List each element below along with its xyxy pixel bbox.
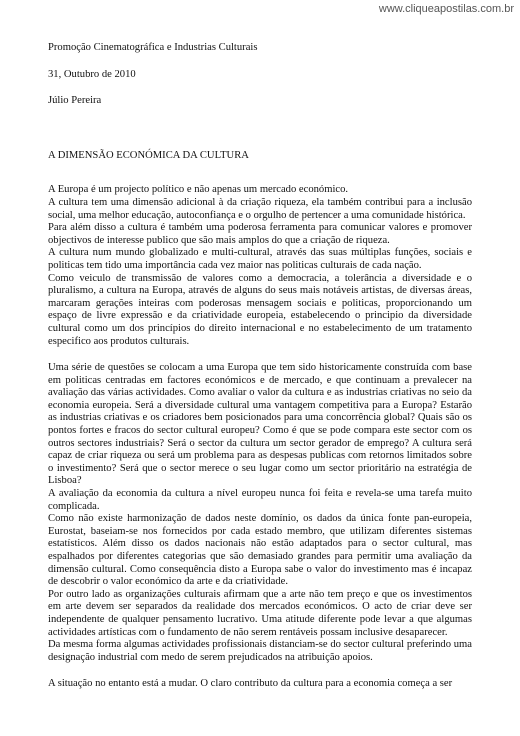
paragraph: A situação no entanto está a mudar. O claro contributo da cultura para a economia começa a ser [48,678,453,690]
paragraph: A avaliação da economia da cultura a nível europeu nunca foi feita e revela-se uma tarefa muito complicada. [48,488,472,512]
paragraph: A Europa é um projecto político e não apenas um mercado económico. [48,184,349,196]
watermark-text: www.cliqueapostilas.com.br [378,3,514,15]
document-date: 31, Outubro de 2010 [48,68,136,80]
section-1 [48,184,472,348]
section-3 [48,678,472,691]
document-title: A DIMENSÃO ECONÓMICA DA CULTURA [48,149,249,161]
paragraph: Da mesma forma algumas actividades profissionais distanciam-se do sector cultural preferindo uma designação industrial com medo de serem prejudicados na atribuição apoios. [48,639,472,663]
paragraph: Como não existe harmonização de dados neste domínio, os dados da única fonte pan-europeia, Eurostat, baseiam-se nos fornecidos por cada estado membro, que utilizam diferentes sistemas estatísticos. Além disso os dados nacionais não estão adaptados para o sector cultural, mas espalhados por diferentes categorias que são demasiado grandes para permitir uma avaliação da dimensão cultural. Como consequência disto a Europa sabe o valor do investimento mas é incapaz de descobrir o valor económico da arte e da criatividade. [48,513,472,588]
author-name: Júlio Pereira [48,95,102,107]
section-2 [48,362,472,664]
paragraph: Por outro lado as organizações culturais afirmam que a arte não tem preço e que os investimentos em arte devem ser separados da realidade dos mercados económicos. O acto de criar deve ser independente de qualquer pensamento lucrativo. Uma atitude diferente pode levar a que algumas actividades artísticas com o fundamento de não serem rentáveis possam inclusive desaparecer. [48,588,472,638]
course-name: Promoção Cinematográfica e Industrias Culturais [48,42,258,53]
paragraph: A cultura num mundo globalizado e multi-cultural, através das suas múltiplas funções, sociais e politicas tem tido uma importância cada vez maior nas politicas culturais de cada nação. [48,247,472,271]
paragraph: Para além disso a cultura é também uma poderosa ferramenta para comunicar valores e promover objectivos de interesse publico que são mais amplos do que a criação de riqueza. [48,222,472,246]
paragraph: Uma série de questões se colocam a uma Europa que tem sido historicamente construída com base em politicas centradas em factores económicos e de mercado, e que continuam a prevalecer na avaliação das várias actividades. Como avaliar o valor da cultura e as industrias criativas no seio da economia europeia. Será a diversidade cultural uma vantagem competitiva para a Europa? Estarão as industrias criativas e os criadores bem posicionados para uma concorrência global? Quais são os pontos fortes e fracos do sector cultural europeu? Como é que se pode compara este sector com os outros sectores industriais? Será o sector da cultura um sector gerador de emprego? A cultura será capaz de criar riqueza ou será um problema para as despesas publicas com retornos limitados sobre o investimento? Será que o sector merece o seu lugar como um sector prioritário na estratégia de Lisboa? [48,362,472,487]
document-page [48,42,472,705]
paragraph: A cultura tem uma dimensão adicional à da criação riqueza, ela também contribui para a inclusão social, uma melhor educação, autoconfiança e o orgulho de pertencer a uma comunidade histórica. [48,196,472,221]
paragraph: Como veiculo de transmissão de valores como a democracia, a tolerância a diversidade e o pluralismo, a cultura na Europa, através de alguns do seus mais notáveis artistas, de diversas áreas, marcaram gerações inteiras com poderosas mensagem sociais e politicas, proporcionando um espaço de livre expressão e da criatividade europeia, estabelecendo o principio da diversidade cultural como um dos princípios do direito internacional e no estabelecimento de um tratamento especifico aos produtos culturais. [48,272,472,347]
